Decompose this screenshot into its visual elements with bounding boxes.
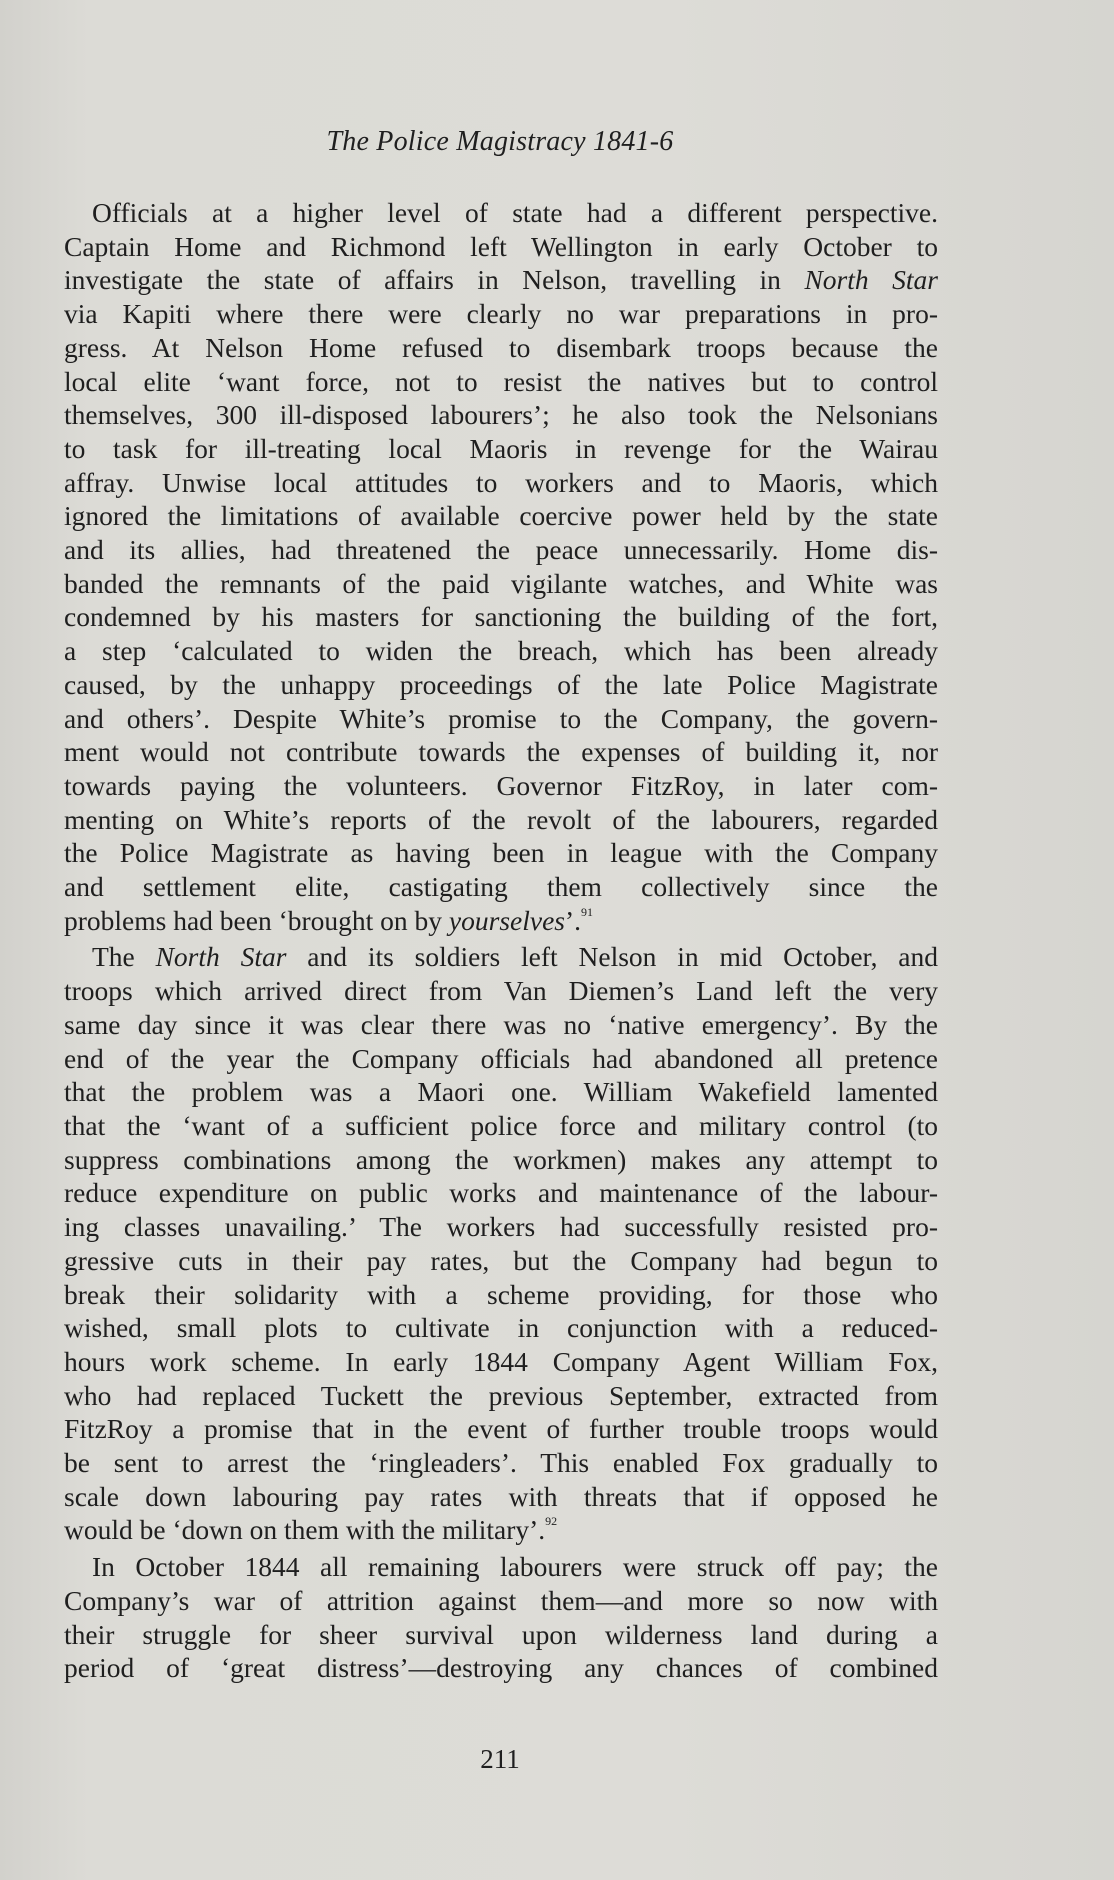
text-line-part: problems had been ‘brought on by: [64, 904, 449, 936]
text-line-part: The: [92, 941, 156, 973]
text-line: scale down labouring pay rates with threats that if opposed he: [64, 1480, 938, 1512]
text-line: suppress combinations among the workmen) makes any attempt to: [64, 1143, 938, 1175]
text-line-part: investigate the state of affairs in Nelson, travelling in: [64, 264, 805, 296]
text-line: via Kapiti where there were clearly no war preparations in pro-: [64, 298, 938, 330]
text-line: and others’. Despite White’s promise to the Company, the govern-: [64, 702, 938, 734]
text-line: and settlement elite, castigating them collectively since the: [64, 871, 938, 903]
text-line: Company’s war of attrition against them—and more so now with: [64, 1584, 938, 1616]
paragraph-3: [64, 1550, 938, 1685]
footnote-marker: 91: [581, 904, 594, 919]
text-line: towards paying the volunteers. Governor FitzRoy, in later com-: [64, 769, 938, 801]
text-line: ignored the limitations of available coercive power held by the state: [64, 500, 938, 532]
paragraph-1: [64, 196, 938, 937]
text-line: their struggle for sheer survival upon wilderness land during a: [64, 1618, 938, 1650]
emphasis: yourselves: [448, 904, 565, 936]
text-line: be sent to arrest the ‘ringleaders’. This enabled Fox gradually to: [64, 1447, 938, 1479]
body-text: [64, 196, 938, 1688]
text-line: and its allies, had threatened the peace unnecessarily. Home dis-: [64, 534, 938, 566]
text-line: affray. Unwise local attitudes to workers and to Maoris, which: [64, 466, 938, 498]
text-line: the Police Magistrate as having been in league with the Company: [64, 837, 938, 869]
text-line: end of the year the Company officials had abandoned all pretence: [64, 1042, 938, 1074]
text-line: caused, by the unhappy proceedings of the late Police Magistrate: [64, 668, 938, 700]
text-line: period of ‘great distress’—destroying any chances of combined: [64, 1652, 938, 1684]
ship-name: North Star: [155, 941, 287, 973]
text-line: reduce expenditure on public works and maintenance of the labour-: [64, 1177, 938, 1209]
text-line: same day since it was clear there was no ‘native emergency’. By the: [64, 1008, 938, 1040]
text-line: [64, 940, 938, 974]
text-line: themselves, 300 ill-disposed labourers’; he also took the Nelsonians: [64, 399, 938, 431]
text-line-part: would be ‘down on them with the military’.: [64, 1514, 546, 1546]
text-line: to task for ill-treating local Maoris in revenge for the Wairau: [64, 432, 938, 464]
text-line: Officials at a higher level of state had a different perspective.: [92, 197, 938, 228]
paragraph-2: [64, 940, 938, 1547]
text-line: ment would not contribute towards the expenses of building it, nor: [64, 736, 938, 768]
text-line: [64, 1513, 938, 1547]
running-head: The Police Magistracy 1841-6: [326, 126, 674, 157]
text-line: local elite ‘want force, not to resist the natives but to control: [64, 365, 938, 397]
text-line: gress. At Nelson Home refused to disembark troops because the: [64, 331, 938, 363]
text-line: that the ‘want of a sufficient police force and military control (to: [64, 1109, 938, 1141]
text-line: [64, 263, 938, 297]
text-line: In October 1844 all remaining labourers were struck off pay; the: [92, 1551, 938, 1583]
text-line: who had replaced Tuckett the previous September, extracted from: [64, 1379, 938, 1411]
text-line: troops which arrived direct from Van Diemen’s Land left the very: [64, 975, 938, 1007]
text-line: that the problem was a Maori one. William Wakefield lamented: [64, 1076, 938, 1108]
text-line: condemned by his masters for sanctioning the building of the fort,: [64, 601, 938, 633]
text-line: Captain Home and Richmond left Wellington in early October to: [64, 230, 938, 262]
text-line: banded the remnants of the paid vigilante watches, and White was: [64, 567, 938, 599]
text-line: gressive cuts in their pay rates, but the Company had begun to: [64, 1244, 938, 1276]
footnote-marker: 92: [545, 1514, 558, 1529]
text-line: [64, 904, 938, 938]
page-number: 211: [480, 1744, 520, 1774]
text-line: FitzRoy a promise that in the event of further trouble troops would: [64, 1413, 938, 1445]
text-line: ing classes unavailing.’ The workers had successfully resisted pro-: [64, 1211, 938, 1243]
ship-name: North Star: [804, 264, 938, 296]
closing-punctuation: ’.: [565, 904, 582, 936]
text-line: break their solidarity with a scheme providing, for those who: [64, 1278, 938, 1310]
text-line: wished, small plots to cultivate in conjunction with a reduced-: [64, 1312, 938, 1344]
text-line-part: and its soldiers left Nelson in mid October, and: [286, 941, 938, 973]
text-line: menting on White’s reports of the revolt of the labourers, regarded: [64, 803, 938, 835]
text-line: a step ‘calculated to widen the breach, which has been already: [64, 635, 938, 667]
text-line: hours work scheme. In early 1844 Company Agent William Fox,: [64, 1345, 938, 1377]
